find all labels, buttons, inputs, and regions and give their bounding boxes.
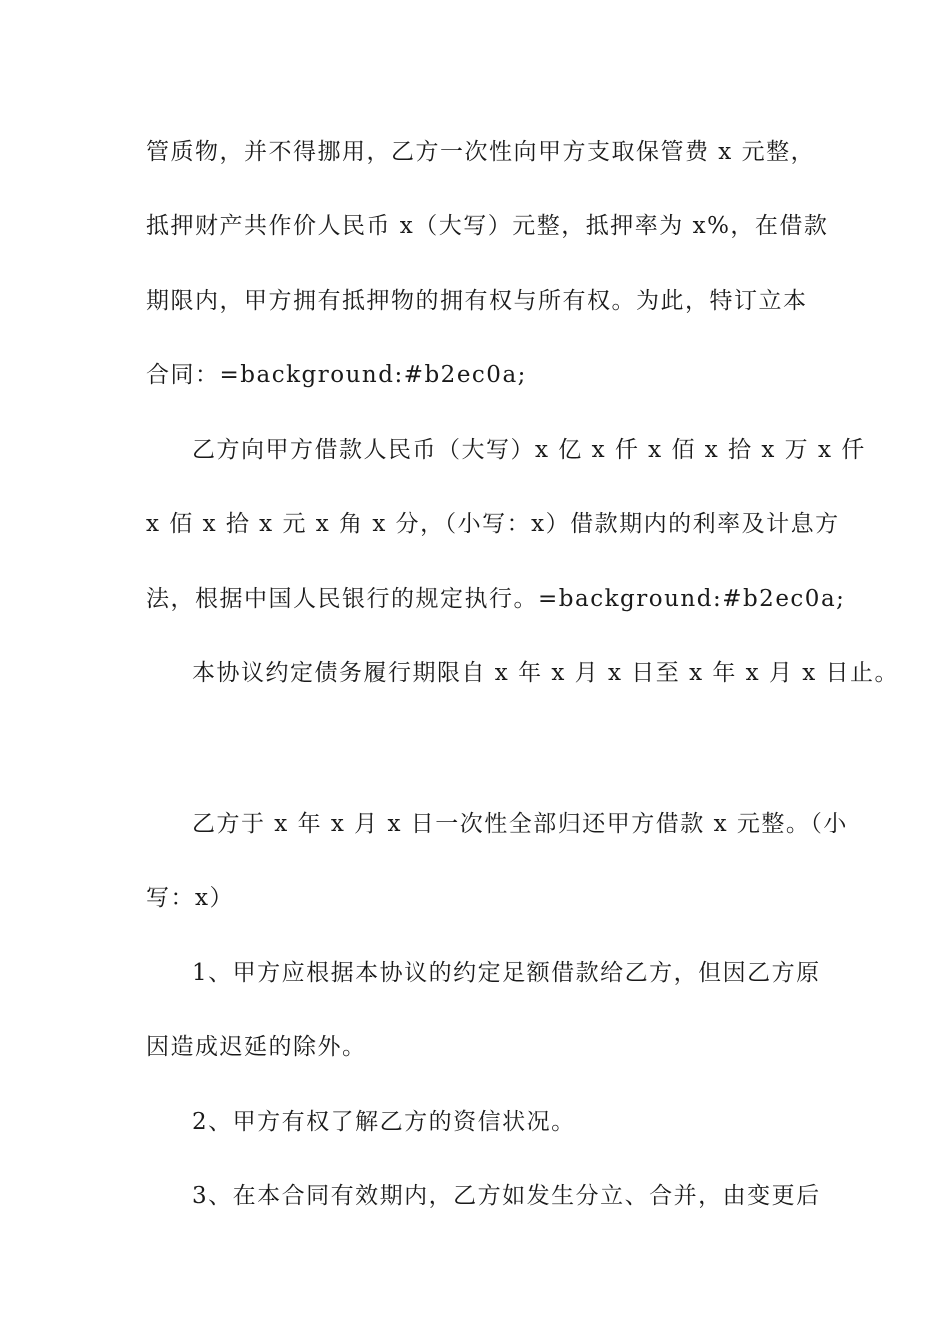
text-line: 写：x） — [146, 885, 234, 911]
text-line: x 佰 x 拾 x 元 x 角 x 分，（小写：x）借款期内的利率及计息方 — [146, 511, 840, 537]
text-line: 因造成迟延的除外。 — [146, 1034, 367, 1060]
text-line: 法，根据中国人民银行的规定执行。=background:#b2ec0a; — [146, 586, 846, 612]
text-line: 本协议约定债务履行期限自 x 年 x 月 x 日至 x 年 x 月 x 日止。 — [192, 660, 900, 686]
text-line: 合同：=background:#b2ec0a; — [146, 362, 527, 388]
text-line: 乙方于 x 年 x 月 x 日一次性全部归还甲方借款 x 元整。（小 — [192, 811, 848, 837]
text-line: 期限内，甲方拥有抵押物的拥有权与所有权。为此，特订立本 — [146, 288, 808, 314]
text-line: 3、在本合同有效期内，乙方如发生分立、合并，由变更后 — [192, 1183, 821, 1209]
text-line: 1、甲方应根据本协议的约定足额借款给乙方，但因乙方原 — [192, 960, 821, 986]
text-line: 乙方向甲方借款人民币（大写）x 亿 x 仟 x 佰 x 拾 x 万 x 仟 — [192, 437, 866, 463]
text-line: 管质物，并不得挪用，乙方一次性向甲方支取保管费 x 元整， — [146, 139, 816, 165]
text-line: 抵押财产共作价人民币 x（大写）元整，抵押率为 x%，在借款 — [146, 213, 829, 239]
text-line: 2、甲方有权了解乙方的资信状况。 — [192, 1109, 576, 1135]
